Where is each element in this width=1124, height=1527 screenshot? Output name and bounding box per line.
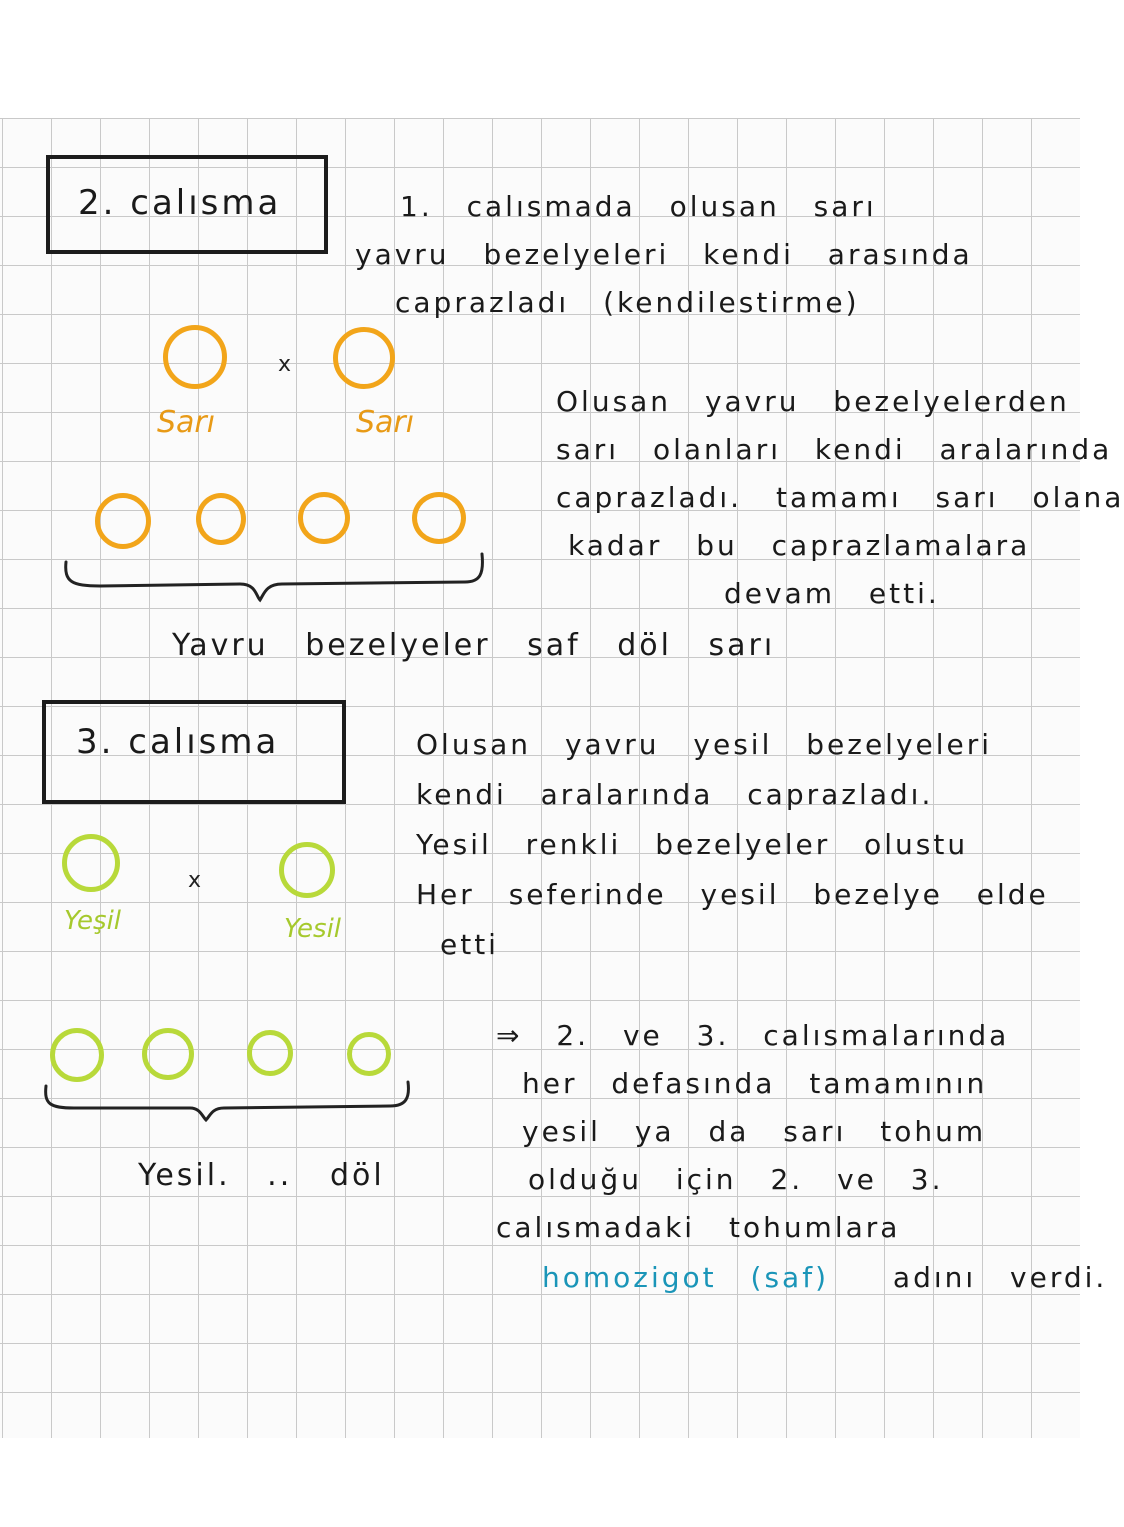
study3-text-line-1: Olusan yavru yesil bezelyeleri [416, 728, 993, 761]
conclusion-line-4: olduğu için 2. ve 3. [528, 1163, 944, 1196]
study3-text-line-2: kendi aralarında caprazladı. [416, 778, 934, 811]
study2-text-line-1: 1. calısmada olusan sarı [400, 190, 877, 223]
parent-pea-left-green [62, 834, 120, 892]
offspring-pea-yellow [196, 493, 246, 545]
offspring-caption: Yavru bezelyeler saf döl sarı [172, 628, 776, 663]
conclusion-tail: adını verdi. [892, 1261, 1108, 1294]
study2-note-line-1: Olusan yavru bezelyelerden [556, 385, 1070, 418]
study2-title: 2. calısma [78, 183, 282, 223]
study2-text-line-3: caprazladı (kendilestirme) [395, 286, 860, 319]
study2-text-line-2: yavru bezelyeleri kendi arasında [355, 238, 973, 271]
conclusion-line-3: yesil ya da sarı tohum [522, 1115, 987, 1148]
conclusion-last-line [542, 1254, 1108, 1302]
offspring-pea-green [247, 1030, 293, 1076]
study2-text [355, 183, 1055, 327]
offspring-pea-green [347, 1032, 391, 1076]
homozygote-highlight: homozigot (saf) [542, 1261, 829, 1294]
parent-right-label: Yesil [284, 914, 342, 944]
offspring-pea-green [50, 1028, 104, 1082]
study2-note [556, 378, 1124, 618]
offspring-pea-yellow [412, 492, 466, 544]
offspring-caption-left: Yesil. .. [138, 1158, 293, 1193]
offspring-caption-right: döl [330, 1158, 385, 1193]
offspring-pea-green [142, 1028, 194, 1080]
study3-text-line-3: Yesil renkli bezelyeler olustu [416, 828, 969, 861]
study2-note-line-4: kadar bu caprazlamalara [568, 529, 1031, 562]
study3-text-line-5: etti [440, 928, 499, 961]
study3-title: 3. calısma [76, 722, 280, 762]
conclusion-line-2: her defasında tamamının [522, 1067, 988, 1100]
conclusion-text [496, 1012, 1056, 1252]
parent-left-label: Sarı [157, 405, 216, 440]
parent-pea-left-yellow [163, 325, 227, 389]
study3-text-line-4: Her seferinde yesil bezelye elde [416, 878, 1049, 911]
offspring-brace [40, 1078, 420, 1128]
offspring-brace [60, 548, 490, 608]
offspring-pea-yellow [95, 493, 151, 549]
cross-symbol: x [278, 352, 292, 377]
conclusion-line-5: calısmadaki tohumlara [496, 1211, 901, 1244]
study2-note-line-2: sarı olanları kendi aralarında [556, 433, 1113, 466]
offspring-pea-yellow [298, 492, 350, 544]
study2-note-line-5: devam etti. [724, 577, 940, 610]
parent-pea-right-yellow [333, 327, 395, 389]
parent-right-label: Sarı [356, 405, 415, 440]
study2-note-line-3: caprazladı. tamamı sarı olana [556, 481, 1124, 514]
parent-left-label: Yeşil [64, 906, 122, 936]
study3-text [416, 720, 1066, 970]
cross-symbol: x [188, 868, 202, 893]
parent-pea-right-green [279, 842, 335, 898]
conclusion-line-1: ⇒ 2. ve 3. calısmalarında [496, 1019, 1010, 1052]
